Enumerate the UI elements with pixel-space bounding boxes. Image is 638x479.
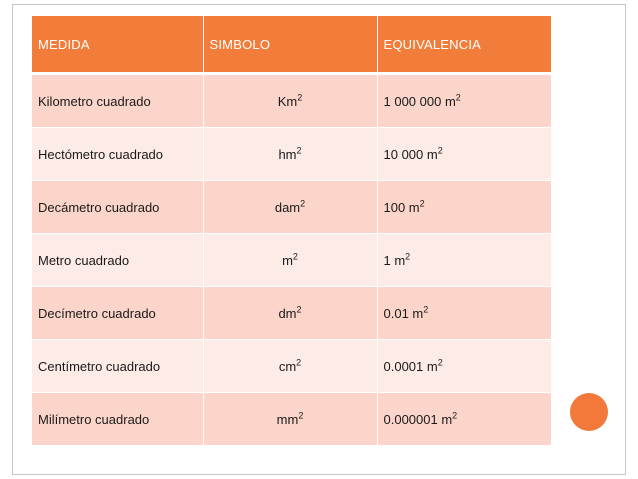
equivalence-text: 0.000001 m	[383, 411, 453, 427]
table-row	[32, 74, 551, 128]
cell-equivalencia	[377, 128, 551, 181]
slide-border-left	[12, 4, 13, 475]
header-equivalencia: EQUIVALENCIA	[377, 16, 551, 74]
cell-medida: Decímetro cuadrado	[32, 287, 203, 340]
cell-medida: Hectómetro cuadrado	[32, 128, 203, 181]
table-row	[32, 128, 551, 181]
symbol-text: Km	[277, 93, 298, 109]
exponent: 2	[437, 357, 443, 368]
cell-simbolo	[203, 340, 377, 393]
equivalence-text: 0.0001 m	[383, 358, 438, 374]
equivalence-text: 10 000 m	[383, 146, 438, 162]
exponent: 2	[452, 410, 458, 421]
exponent: 2	[297, 92, 303, 103]
symbol-text: hm	[278, 146, 297, 162]
cell-equivalencia	[377, 181, 551, 234]
cell-simbolo	[203, 181, 377, 234]
table-row	[32, 234, 551, 287]
exponent: 2	[292, 251, 298, 262]
exponent: 2	[437, 145, 443, 156]
exponent: 2	[405, 251, 411, 262]
slide-border-bottom	[12, 474, 626, 475]
table-row	[32, 340, 551, 393]
exponent: 2	[419, 198, 425, 209]
header-simbolo: SIMBOLO	[203, 16, 377, 74]
cell-equivalencia	[377, 74, 551, 128]
exponent: 2	[296, 145, 302, 156]
table-row	[32, 181, 551, 234]
cell-medida: Centímetro cuadrado	[32, 340, 203, 393]
exponent: 2	[298, 410, 304, 421]
cell-medida: Metro cuadrado	[32, 234, 203, 287]
cell-equivalencia	[377, 234, 551, 287]
cell-simbolo	[203, 74, 377, 128]
cell-equivalencia	[377, 393, 551, 446]
cell-simbolo	[203, 234, 377, 287]
equivalence-text: 100 m	[383, 199, 420, 215]
exponent: 2	[296, 357, 302, 368]
exponent: 2	[423, 304, 429, 315]
equivalence-text: 0.01 m	[383, 305, 424, 321]
symbol-text: dam	[274, 199, 301, 215]
cell-simbolo	[203, 393, 377, 446]
cell-simbolo	[203, 128, 377, 181]
cell-equivalencia	[377, 340, 551, 393]
exponent: 2	[455, 92, 461, 103]
cell-equivalencia	[377, 287, 551, 340]
table-header-row	[32, 16, 551, 74]
exponent: 2	[300, 198, 306, 209]
symbol-text: m	[282, 252, 293, 268]
symbol-text: dm	[278, 305, 297, 321]
slide-border-right	[625, 4, 626, 475]
equivalence-text: 1 000 000 m	[383, 93, 456, 109]
slide-border-top	[12, 4, 626, 5]
area-units-table	[32, 16, 552, 446]
exponent: 2	[296, 304, 302, 315]
decorative-circle	[570, 393, 608, 431]
symbol-text: cm	[278, 358, 297, 374]
table-row	[32, 287, 551, 340]
header-medida: MEDIDA	[32, 16, 203, 74]
cell-medida: Decámetro cuadrado	[32, 181, 203, 234]
cell-medida: Milímetro cuadrado	[32, 393, 203, 446]
cell-medida: Kilometro cuadrado	[32, 74, 203, 128]
symbol-text: mm	[276, 411, 299, 427]
equivalence-text: 1 m	[383, 252, 406, 268]
table-row	[32, 393, 551, 446]
cell-simbolo	[203, 287, 377, 340]
